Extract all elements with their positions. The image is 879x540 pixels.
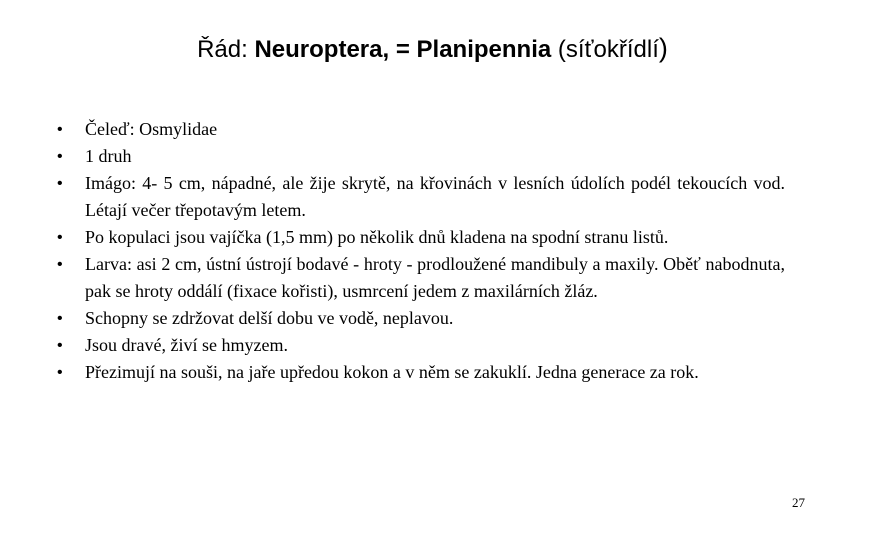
bullet-icon: •: [57, 229, 63, 246]
list-item: [57, 332, 785, 359]
bullet-list: [57, 116, 785, 386]
bullet-icon: •: [57, 175, 63, 192]
list-item-text: Přezimují na souši, na jaře upředou kokon a v něm se zakuklí. Jedna generace za rok.: [85, 362, 699, 382]
list-item: [57, 224, 785, 251]
list-item: [57, 251, 785, 305]
list-item: [57, 116, 785, 143]
list-item-text: Jsou dravé, živí se hmyzem.: [85, 335, 288, 355]
list-item: [57, 305, 785, 332]
bullet-icon: •: [57, 256, 63, 273]
list-item-text: Larva: asi 2 cm, ústní ústrojí bodavé - hroty - prodloužené mandibuly a maxily. Oběť nabodnuta, pak se hroty oddálí (fixace kořisti), usmrcení jedem z maxilárních žláz.: [85, 254, 785, 301]
title-closing-paren: ): [658, 33, 668, 63]
bullet-icon: •: [57, 148, 63, 165]
list-item: [57, 359, 785, 386]
title-order-name: Neuroptera, = Planipennia: [254, 36, 552, 63]
bullet-icon: •: [57, 364, 63, 381]
slide-title: [0, 28, 865, 70]
title-common-name: (síťokřídlí: [551, 36, 659, 63]
title-prefix: Řád:: [197, 36, 255, 63]
list-item-text: 1 druh: [85, 146, 132, 166]
bullet-icon: •: [57, 121, 63, 138]
bullet-icon: •: [57, 310, 63, 327]
list-item: [57, 143, 785, 170]
list-item: [57, 170, 785, 224]
list-item-text: Po kopulaci jsou vajíčka (1,5 mm) po několik dnů kladena na spodní stranu listů.: [85, 227, 669, 247]
list-item-text: Schopny se zdržovat delší dobu ve vodě, neplavou.: [85, 308, 454, 328]
list-item-text: Čeleď: Osmylidae: [85, 119, 218, 139]
page-number: 27: [792, 495, 805, 510]
list-item-text: Imágo: 4- 5 cm, nápadné, ale žije skrytě, na křovinách v lesních údolích podél tekoucích vod. Létají večer třepotavým letem.: [85, 173, 785, 220]
bullet-icon: •: [57, 337, 63, 354]
